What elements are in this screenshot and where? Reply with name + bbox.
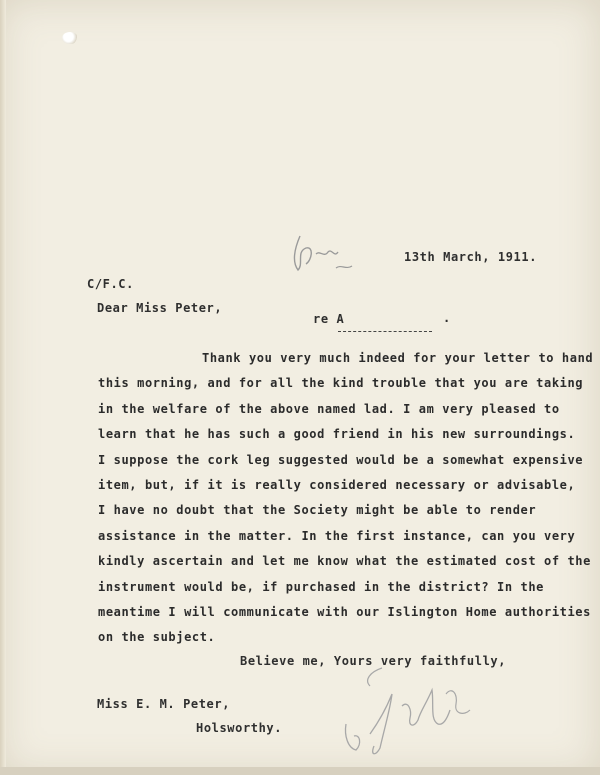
body-line: learn that he has such a good friend in his new surroundings. xyxy=(98,427,576,442)
pencil-initials xyxy=(286,228,366,278)
body-line: on the subject. xyxy=(98,630,216,645)
body-line: meantime I will communicate with our Islington Home authorities xyxy=(98,604,591,619)
re-label: re A xyxy=(313,312,345,326)
body-line: this morning, and for all the kind trouble that you are taking xyxy=(98,376,584,391)
re-dot: . xyxy=(443,311,451,325)
body-line: Thank you very much indeed for your letter to hand xyxy=(202,351,594,365)
closing-line: Believe me, Yours very faithfully, xyxy=(240,654,507,668)
recipient-name: Miss E. M. Peter, xyxy=(97,697,231,711)
reference-code: C/F.C. xyxy=(87,277,134,291)
letter-date: 13th March, 1911. xyxy=(404,250,538,264)
paper-edge xyxy=(0,0,6,775)
body-line: instrument would be, if purchased in the district? In the xyxy=(98,579,545,594)
recipient-town: Holsworthy. xyxy=(196,721,283,735)
salutation: Dear Miss Peter, xyxy=(97,301,223,315)
paper-bottom-edge xyxy=(0,767,600,775)
re-redaction-line xyxy=(338,331,432,332)
body-line: item, but, if it is really considered necessary or advisable, xyxy=(98,477,576,492)
body-line: assistance in the matter. In the first instance, can you very xyxy=(98,528,576,543)
body-line: I suppose the cork leg suggested would be a somewhat expensive xyxy=(98,452,584,467)
body-line: in the welfare of the above named lad. I am very pleased to xyxy=(98,401,560,416)
punch-hole xyxy=(62,32,78,44)
body-line: kindly ascertain and let me know what the estimated cost of the xyxy=(98,554,591,569)
letter-body xyxy=(98,351,594,656)
body-line: I have no doubt that the Society might be able to render xyxy=(98,503,537,518)
pencil-signature xyxy=(340,664,490,759)
